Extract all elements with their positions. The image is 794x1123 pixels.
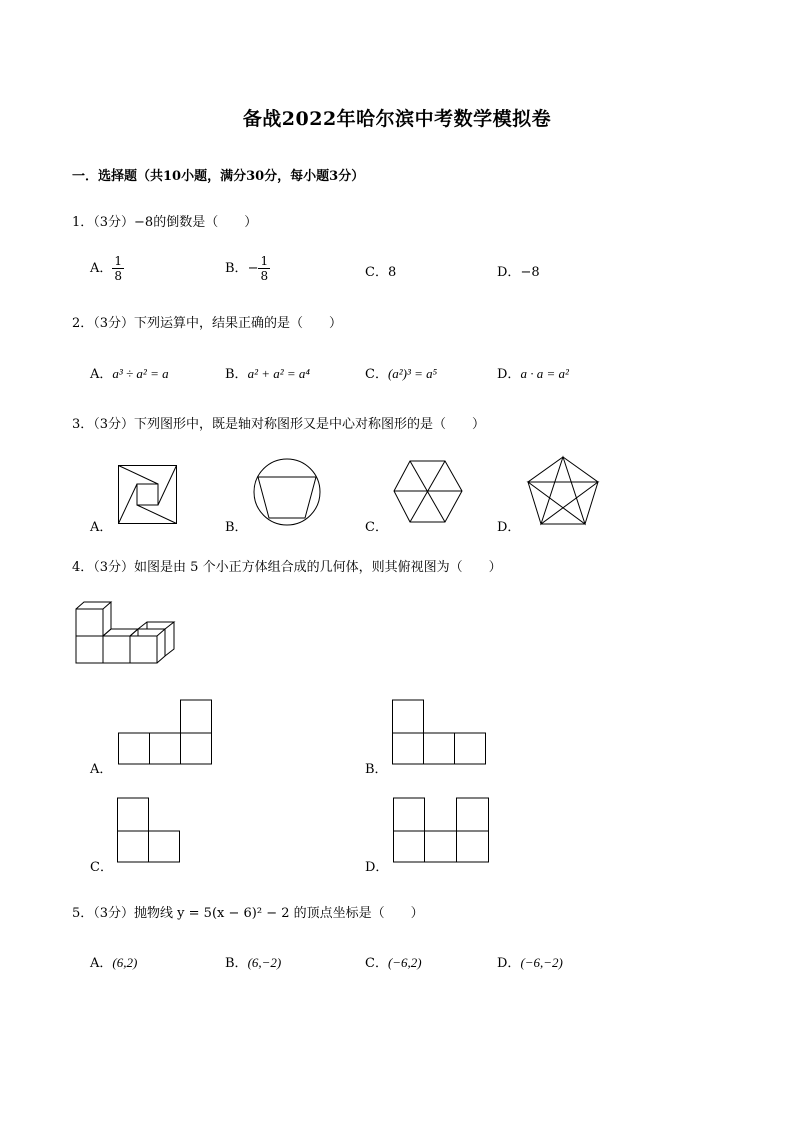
question-3-option-a-label: A．	[90, 520, 113, 535]
option-label: B．	[225, 367, 248, 382]
question-5-option-a	[90, 952, 137, 971]
option-label: B．	[225, 261, 248, 276]
option-formula: a · a = a²	[520, 366, 569, 381]
option-text: 8	[387, 265, 397, 280]
trapezoid	[258, 477, 316, 518]
option-coordinate: (6,2)	[112, 955, 138, 970]
view-square	[118, 831, 149, 862]
top-view-option-b	[392, 699, 488, 767]
question-4-option-a-label: A．	[90, 762, 113, 777]
cube-top	[103, 629, 138, 636]
fraction	[112, 254, 124, 283]
option-label: B．	[225, 956, 248, 971]
question-1-option-b	[225, 254, 270, 283]
view-square	[394, 798, 425, 831]
question-1-option-a	[90, 254, 124, 283]
cube-front	[76, 609, 103, 636]
cube-side	[165, 622, 174, 656]
cube-solid-figure	[75, 605, 177, 665]
cube-top	[76, 602, 111, 609]
pinwheel-line	[119, 466, 159, 485]
option-label: D．	[497, 956, 521, 971]
question-2-stem: 2．（3分）下列运算中，结果正确的是（ ）	[72, 316, 343, 331]
option-coordinate: (6,−2)	[247, 955, 282, 970]
view-square	[181, 733, 212, 764]
option-label: C．	[365, 265, 388, 280]
option-label: A．	[90, 956, 113, 971]
fraction-denominator: 8	[260, 269, 269, 283]
pentagon-star-figure	[526, 456, 600, 526]
view-square	[393, 700, 424, 733]
fraction-numerator: 1	[114, 254, 123, 268]
top-view-option-a	[118, 699, 214, 767]
option-label: A．	[90, 261, 113, 276]
view-square	[149, 831, 180, 862]
view-square	[457, 798, 489, 831]
option-formula: a³ ÷ a² = a	[112, 366, 169, 381]
view-square	[457, 831, 489, 862]
question-5-option-d	[497, 952, 563, 971]
cube-top	[130, 629, 165, 636]
question-4-option-b-label: B．	[365, 762, 388, 777]
cube-side	[157, 629, 165, 663]
top-view-option-c	[117, 797, 183, 865]
pinwheel-line	[137, 505, 177, 524]
option-coordinate: (−6,2)	[387, 955, 422, 970]
question-1-option-c	[365, 261, 396, 280]
fraction-denominator: 8	[114, 269, 123, 283]
outer-square	[119, 466, 177, 524]
question-2-option-b	[225, 363, 310, 382]
question-2-option-a	[90, 363, 169, 382]
minus-sign: −	[247, 261, 259, 276]
view-square	[455, 733, 486, 764]
star	[528, 457, 598, 524]
pinwheel-line	[158, 466, 177, 506]
option-label: D．	[497, 367, 521, 382]
fraction-numerator: 1	[260, 254, 269, 268]
question-3-option-b-label: B．	[225, 520, 248, 535]
pinwheel-line	[119, 484, 138, 524]
question-3-stem: 3．（3分）下列图形中，既是轴对称图形又是中心对称图形的是（ ）	[72, 417, 486, 432]
question-5-option-c	[365, 952, 422, 971]
option-formula: (a²)³ = a⁵	[387, 366, 438, 381]
option-label: C．	[365, 367, 388, 382]
inner-square	[137, 484, 158, 505]
question-2-option-d	[497, 363, 569, 382]
question-1-stem: 1．（3分）−8的倒数是（ ）	[72, 215, 258, 230]
question-4-option-d-label: D．	[365, 860, 389, 875]
cube-front	[103, 636, 130, 663]
pentagon	[528, 457, 598, 524]
view-square	[181, 700, 212, 733]
question-1-option-d	[497, 261, 540, 280]
question-3-option-c-label: C．	[365, 520, 388, 535]
fraction	[258, 254, 270, 283]
view-square	[118, 798, 149, 831]
option-label: A．	[90, 367, 113, 382]
option-label: C．	[365, 956, 388, 971]
question-4-option-c-label: C．	[90, 860, 113, 875]
top-view-option-d	[393, 797, 491, 865]
cube-top	[138, 622, 174, 629]
view-square	[393, 733, 424, 764]
question-4-stem: 4．（3分）如图是由 5 个小正方体组合成的几何体，则其俯视图为（ ）	[72, 560, 502, 575]
cube-front	[76, 636, 103, 663]
option-text: −8	[520, 265, 540, 280]
section-heading: 一．选择题（共10小题，满分30分，每小题3分）	[72, 169, 365, 184]
view-square	[394, 831, 425, 862]
question-5-option-b	[225, 952, 281, 971]
view-square	[424, 733, 455, 764]
option-coordinate: (−6,−2)	[520, 955, 563, 970]
option-label: D．	[497, 265, 521, 280]
hexagon-triangles-figure	[393, 460, 463, 524]
option-formula: a² + a² = a⁴	[247, 366, 310, 381]
view-square	[425, 831, 457, 862]
question-5-stem: 5．（3分）抛物线 y = 5(x − 6)² − 2 的顶点坐标是（ ）	[72, 906, 424, 921]
question-3-option-d-label: D．	[497, 520, 521, 535]
cube-front	[130, 636, 157, 663]
page-title: 备战2022年哈尔滨中考数学模拟卷	[242, 108, 552, 130]
question-2-option-c	[365, 363, 437, 382]
view-square	[119, 733, 150, 764]
circle-trapezoid-figure	[253, 458, 321, 526]
view-square	[150, 733, 181, 764]
square-pinwheel-figure	[118, 465, 178, 525]
cube-side	[103, 602, 111, 636]
circle	[254, 459, 320, 525]
